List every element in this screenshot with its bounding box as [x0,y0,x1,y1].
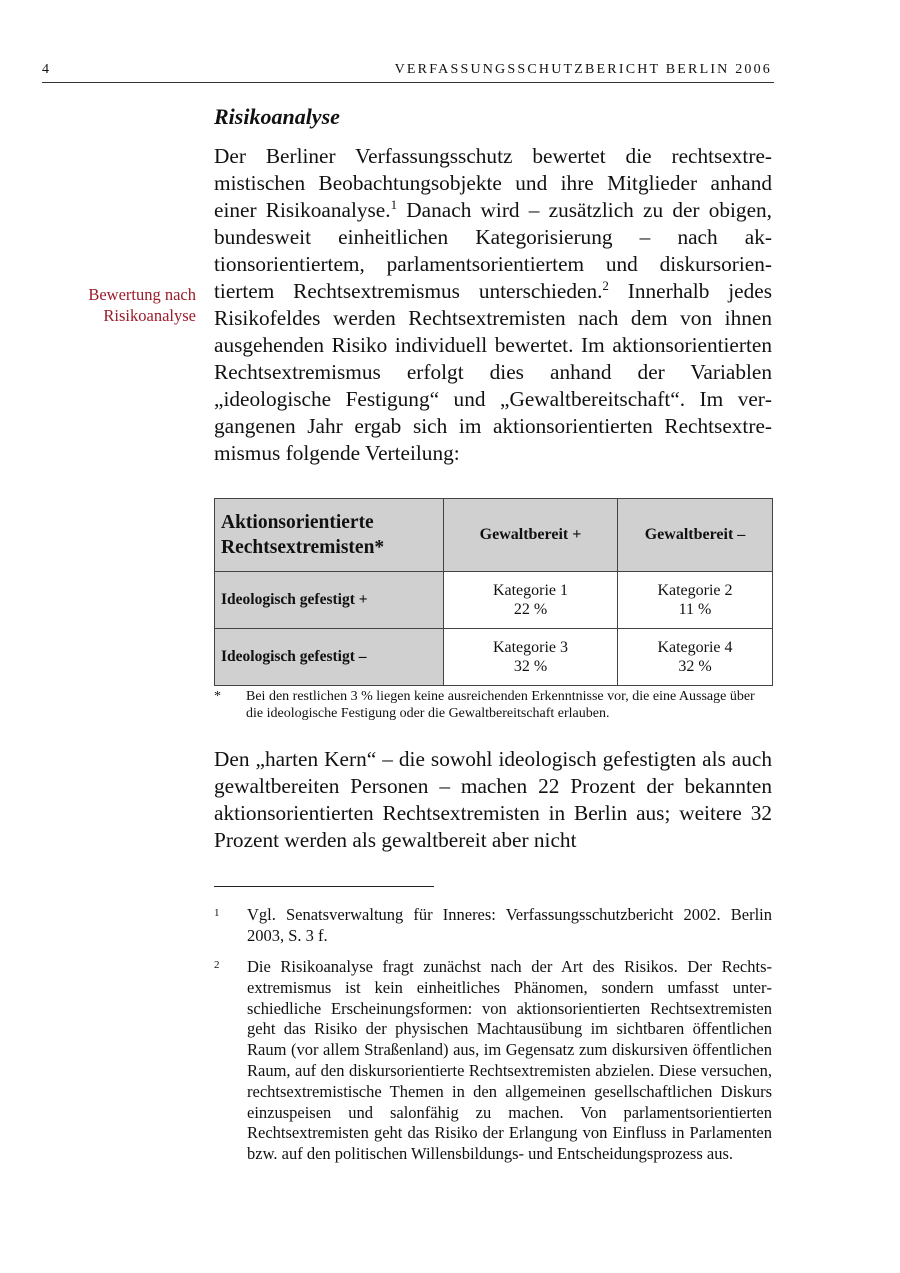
category-label: Kategorie 2 [657,582,733,599]
footnote-text: Die Risikoanalyse fragt zunächst nach der Art des Risikos. Der Rechtsextremismus ist kein einheitliches Phänomen, sondern umfasst unterschiedliche Erscheinungsformen: von aktionsorientierten Rechtsextremisten geht das Risiko der physischen Machtausübung im sichtbaren öffentlichen Raum (vor allem Straßenland) aus, im Gegensatz zum diskursiven öffentlichen Raum, auf den diskursorientierte Rechtsextremisten abzielen. Diese versuchen, rechtsextremistische Themen in den allgemeinen gesellschaftlichen Diskurs einzuspeisen und salonfähig zu machen. Von parlamentsorientierten Rechtsextremisten geht das Risiko der Erlangung von Einfluss in Parlamenten bzw. auf den politischen Willensbildungs- und Entscheidungsprozess aus. [247,957,772,1164]
row-header-ideology-minus: Ideologisch gefestigt – [215,629,444,686]
footnote-1 [214,905,772,947]
category-percent: 22 % [513,601,548,618]
category-percent: 32 % [513,658,548,675]
footnote-number: 1 [214,907,220,919]
risk-distribution-table [214,498,773,686]
table-note [214,688,772,722]
table-cell-category-4 [618,629,773,686]
margin-note-line-1: Bewertung nach [88,285,196,304]
category-label: Kategorie 3 [492,639,569,656]
paragraph-part-3: Innerhalb jedes Risikofeldes werden Rechtsextremisten nach dem von ihnen ausgehenden Risiko individuell bewertet. Im aktionsorientierten Rechtsextremismus erfolgt dies anhand der Variablen „ideologische Festigung“ und „Gewaltbereitschaft“. Im vergangenen Jahr ergab sich im aktionsorientierten Rechtsextremismus folgende Verteilung: [214,279,772,465]
paragraph-risk-analysis [214,143,772,467]
category-percent: 11 % [678,601,712,618]
table-cell-category-1 [444,572,618,629]
table-cell-category-2 [618,572,773,629]
paragraph-part-1: Der Berliner Verfassungsschutz bewertet die rechtsextremistischen Beobachtungsobjekte und ihre Mitglieder anhand einer Risikoanalyse. [214,144,772,222]
corner-line-2: Rechtsextremisten* [221,537,385,558]
paragraph-part-2: Danach wird – zusätzlich zu der obigen, bundesweit einheitlichen Kategorisierung – nach aktionsorientiertem, parlamentsorientiertem und diskursorientiertem Rechtsextremismus unterschieden. [214,198,773,303]
footnote-text: Vgl. Senatsverwaltung für Inneres: Verfassungsschutzbericht 2002. Berlin 2003, S. 3 f. [247,905,772,945]
category-percent: 32 % [678,658,712,675]
footnote-number: 2 [214,959,220,971]
table-cell-category-3 [444,629,618,686]
category-label: Kategorie 1 [492,582,569,599]
table-header-row [215,499,773,572]
column-header-violent-plus: Gewaltbereit + [444,499,618,572]
footnote-reference-2[interactable]: 2 [602,277,609,293]
footnote-divider [214,886,434,887]
section-heading: Risikoanalyse [214,104,340,129]
table-note-marker: * [214,689,221,704]
table-corner-header [215,499,444,572]
table-row [215,629,773,686]
page-number: 4 [42,62,49,77]
margin-note [40,284,196,326]
table-row [215,572,773,629]
category-label: Kategorie 4 [657,639,733,656]
footnote-reference-1[interactable]: 1 [390,196,398,212]
paragraph-hard-core: Den „harten Kern“ – die sowohl ideologisch gefestigten als auch gewaltbereiten Personen – machen 22 Prozent der bekannten aktionsorientierten Rechtsextremisten in Berlin aus; weitere 32 Prozent werden als gewaltbereit aber nicht [214,747,772,852]
footnote-2 [214,957,772,1165]
column-header-violent-minus: Gewaltbereit – [618,499,773,572]
running-title: VERFASSUNGSSCHUTZBERICHT BERLIN 2006 [394,62,772,77]
page-header [42,62,774,83]
margin-note-line-2: Risikoanalyse [103,306,196,325]
row-header-ideology-plus: Ideologisch gefestigt + [215,572,444,629]
corner-line-1: Aktionsorientierte [221,512,374,533]
table-note-text: Bei den restlichen 3 % liegen keine ausreichenden Erkenntnisse vor, die eine Aussage über die ideologische Festigung oder die Gewaltbereitschaft erlauben. [246,689,755,721]
